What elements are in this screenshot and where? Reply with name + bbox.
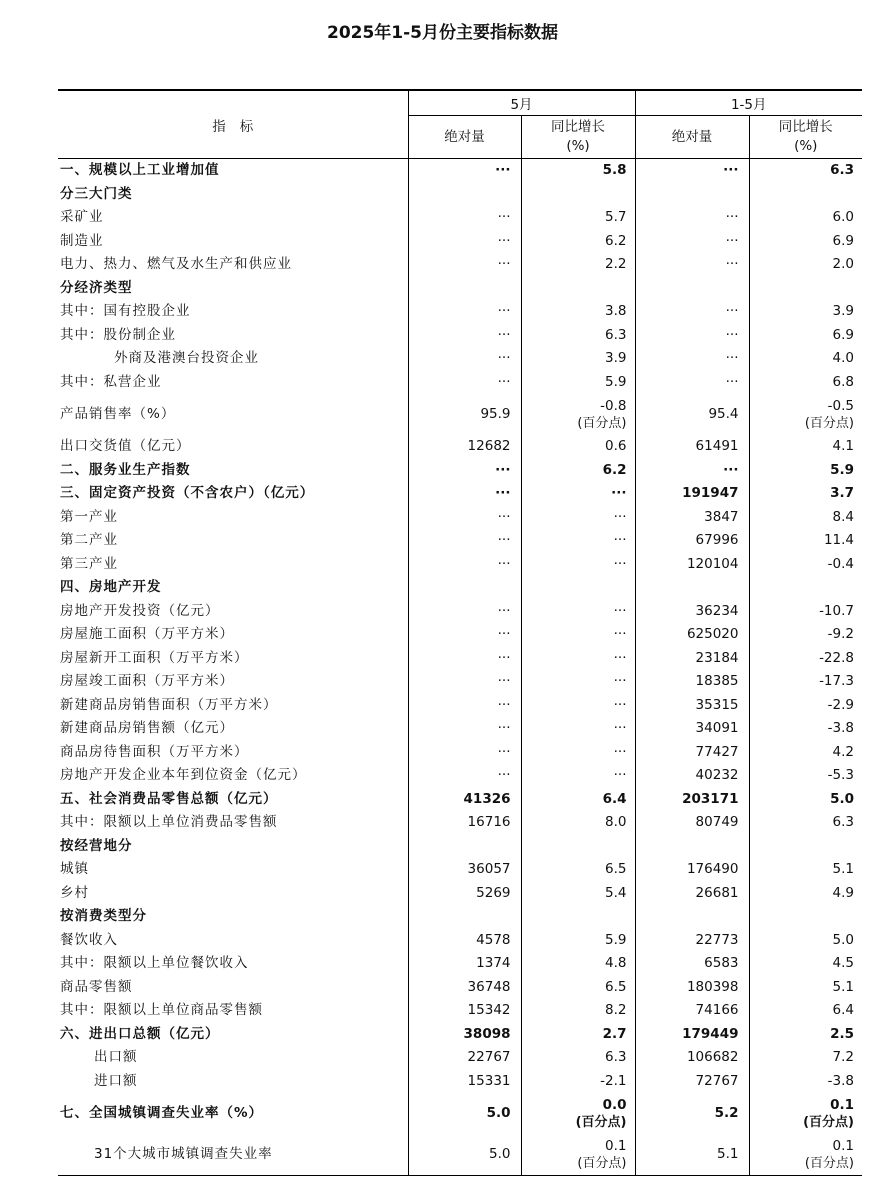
value-janmay-abs: 34091 xyxy=(635,717,749,741)
value-may-abs: 16716 xyxy=(408,811,521,835)
row-label: 按经营地分 xyxy=(60,837,133,854)
table-row xyxy=(58,482,862,506)
table-row xyxy=(58,459,862,483)
value-janmay-abs: 6583 xyxy=(635,952,749,976)
table-body xyxy=(58,159,862,1176)
value-may-abs: ··· xyxy=(408,764,521,788)
value-janmay-yoy: 11.4 xyxy=(749,529,862,553)
value-may-yoy: ··· xyxy=(521,482,635,506)
value-may-yoy: ··· xyxy=(521,670,635,694)
row-label: 第一产业 xyxy=(60,508,118,525)
value-janmay-yoy: -10.7 xyxy=(749,600,862,624)
value-may-yoy: ··· xyxy=(521,529,635,553)
value-janmay-abs: 203171 xyxy=(635,788,749,812)
value-janmay-yoy: -22.8 xyxy=(749,647,862,671)
table-row xyxy=(58,858,862,882)
table-row xyxy=(58,435,862,459)
table-row xyxy=(58,882,862,906)
table-row xyxy=(58,324,862,348)
value-may-yoy: 6.5 xyxy=(521,858,635,882)
value-janmay-yoy: 4.2 xyxy=(749,741,862,765)
value-janmay-abs: 80749 xyxy=(635,811,749,835)
value-may-yoy: 0.0 (百分点) xyxy=(521,1093,635,1134)
value-janmay-yoy: 6.4 xyxy=(749,999,862,1023)
header-yoy-jan-may: 同比增长 (%) xyxy=(749,116,862,159)
value-janmay-yoy: -0.4 xyxy=(749,553,862,577)
value-janmay-abs: ··· xyxy=(635,230,749,254)
row-label: 城镇 xyxy=(60,861,89,877)
value-may-yoy xyxy=(521,905,635,929)
value-may-yoy: 5.9 xyxy=(521,371,635,395)
value-may-yoy: 6.4 xyxy=(521,788,635,812)
table-row xyxy=(58,670,862,694)
row-label: 采矿业 xyxy=(60,209,104,225)
value-may-abs: 15331 xyxy=(408,1070,521,1094)
row-label: 房屋新开工面积（万平方米） xyxy=(60,649,249,666)
value-may-abs: 5.0 xyxy=(408,1134,521,1176)
value-may-abs: 41326 xyxy=(408,788,521,812)
table-row xyxy=(58,600,862,624)
value-may-abs: ··· xyxy=(408,230,521,254)
table-row xyxy=(58,506,862,530)
table-row xyxy=(58,347,862,371)
value-janmay-abs: 67996 xyxy=(635,529,749,553)
table-row xyxy=(58,159,862,183)
value-may-yoy: ··· xyxy=(521,623,635,647)
value-may-abs: ··· xyxy=(408,324,521,348)
value-janmay-yoy: -3.8 xyxy=(749,1070,862,1094)
value-janmay-abs: 180398 xyxy=(635,976,749,1000)
value-may-yoy: 4.8 xyxy=(521,952,635,976)
value-may-abs: 36057 xyxy=(408,858,521,882)
value-janmay-yoy: 2.5 xyxy=(749,1023,862,1047)
value-may-yoy: 2.7 xyxy=(521,1023,635,1047)
indicator-table xyxy=(58,89,862,1176)
value-may-abs: 22767 xyxy=(408,1046,521,1070)
value-janmay-abs: 106682 xyxy=(635,1046,749,1070)
value-may-yoy: 5.8 xyxy=(521,159,635,183)
row-label: 出口额 xyxy=(94,1049,138,1065)
value-may-yoy: ··· xyxy=(521,600,635,624)
value-janmay-yoy: 6.9 xyxy=(749,230,862,254)
value-janmay-yoy: 6.8 xyxy=(749,371,862,395)
row-label: 第三产业 xyxy=(60,555,118,572)
row-label: 进口额 xyxy=(94,1072,138,1089)
row-label: 房屋施工面积（万平方米） xyxy=(60,626,234,642)
row-label: 三、固定资产投资（不含农户）（亿元） xyxy=(60,485,315,501)
value-may-yoy: 6.2 xyxy=(521,230,635,254)
table-row xyxy=(58,1134,862,1176)
value-janmay-abs: 179449 xyxy=(635,1023,749,1047)
row-label: 七、全国城镇调查失业率（%） xyxy=(60,1105,264,1121)
header-yoy-may: 同比增长 (%) xyxy=(521,116,635,159)
row-label: 一、规模以上工业增加值 xyxy=(60,162,220,178)
header-period-may: 5月 xyxy=(408,90,635,116)
row-label: 分经济类型 xyxy=(60,279,133,296)
value-may-abs xyxy=(408,576,521,600)
value-janmay-yoy xyxy=(749,277,862,301)
table-row xyxy=(58,905,862,929)
value-may-abs: ··· xyxy=(408,300,521,324)
value-janmay-yoy: 5.9 xyxy=(749,459,862,483)
row-label: 制造业 xyxy=(60,232,104,249)
table-row xyxy=(58,717,862,741)
value-janmay-abs xyxy=(635,277,749,301)
value-janmay-yoy: 6.0 xyxy=(749,206,862,230)
value-janmay-abs xyxy=(635,183,749,207)
value-may-abs: 4578 xyxy=(408,929,521,953)
row-label: 电力、热力、燃气及水生产和供应业 xyxy=(60,256,292,272)
table-row xyxy=(58,371,862,395)
value-janmay-yoy: 8.4 xyxy=(749,506,862,530)
value-janmay-yoy: -2.9 xyxy=(749,694,862,718)
value-may-yoy: ··· xyxy=(521,741,635,765)
value-janmay-abs: ··· xyxy=(635,459,749,483)
value-may-abs: ··· xyxy=(408,159,521,183)
header-indicator: 指标 xyxy=(58,90,408,159)
row-label: 房屋竣工面积（万平方米） xyxy=(60,673,234,689)
value-may-abs: ··· xyxy=(408,459,521,483)
table-row xyxy=(58,183,862,207)
value-janmay-yoy: 3.9 xyxy=(749,300,862,324)
value-may-abs: 5.0 xyxy=(408,1093,521,1134)
table-row xyxy=(58,694,862,718)
value-janmay-yoy: -0.5 (百分点) xyxy=(749,394,862,435)
value-may-yoy: 5.4 xyxy=(521,882,635,906)
value-janmay-abs: ··· xyxy=(635,300,749,324)
value-janmay-yoy: 6.3 xyxy=(749,811,862,835)
value-may-abs: ··· xyxy=(408,529,521,553)
value-janmay-yoy: 5.1 xyxy=(749,858,862,882)
value-may-abs xyxy=(408,277,521,301)
value-may-abs: 5269 xyxy=(408,882,521,906)
value-janmay-abs xyxy=(635,576,749,600)
table-row xyxy=(58,1023,862,1047)
value-may-abs xyxy=(408,905,521,929)
table-row xyxy=(58,1046,862,1070)
value-janmay-yoy: 5.1 xyxy=(749,976,862,1000)
value-janmay-abs xyxy=(635,905,749,929)
value-may-yoy: 6.3 xyxy=(521,1046,635,1070)
value-may-yoy: 2.2 xyxy=(521,253,635,277)
value-may-abs: ··· xyxy=(408,623,521,647)
value-may-yoy: -0.8 (百分点) xyxy=(521,394,635,435)
value-may-abs: 95.9 xyxy=(408,394,521,435)
value-may-yoy: ··· xyxy=(521,506,635,530)
row-label: 其中：限额以上单位商品零售额 xyxy=(60,1002,263,1018)
value-janmay-yoy: -17.3 xyxy=(749,670,862,694)
row-label: 外商及港澳台投资企业 xyxy=(114,350,259,366)
value-may-yoy: 6.3 xyxy=(521,324,635,348)
value-janmay-abs: 22773 xyxy=(635,929,749,953)
value-janmay-abs: 625020 xyxy=(635,623,749,647)
value-may-abs: ··· xyxy=(408,506,521,530)
value-may-yoy xyxy=(521,835,635,859)
value-janmay-yoy xyxy=(749,576,862,600)
row-label: 五、社会消费品零售总额（亿元） xyxy=(60,790,278,807)
value-janmay-yoy: 5.0 xyxy=(749,788,862,812)
value-janmay-yoy: -5.3 xyxy=(749,764,862,788)
table-row xyxy=(58,253,862,277)
value-janmay-abs: 36234 xyxy=(635,600,749,624)
value-janmay-abs: ··· xyxy=(635,371,749,395)
value-janmay-abs: ··· xyxy=(635,253,749,277)
table-row xyxy=(58,623,862,647)
value-janmay-yoy xyxy=(749,183,862,207)
row-label: 按消费类型分 xyxy=(60,908,147,924)
value-may-abs: ··· xyxy=(408,741,521,765)
value-may-abs: ··· xyxy=(408,717,521,741)
value-may-yoy: ··· xyxy=(521,717,635,741)
header-abs-may: 绝对量 xyxy=(408,116,521,159)
value-may-abs: ··· xyxy=(408,647,521,671)
value-janmay-abs: 74166 xyxy=(635,999,749,1023)
table-row xyxy=(58,999,862,1023)
value-janmay-yoy xyxy=(749,905,862,929)
value-may-abs xyxy=(408,183,521,207)
value-janmay-yoy: 4.0 xyxy=(749,347,862,371)
value-may-yoy: 5.9 xyxy=(521,929,635,953)
value-may-yoy: 8.0 xyxy=(521,811,635,835)
value-may-abs: ··· xyxy=(408,600,521,624)
value-janmay-abs: 40232 xyxy=(635,764,749,788)
value-may-abs: 15342 xyxy=(408,999,521,1023)
value-janmay-yoy: -9.2 xyxy=(749,623,862,647)
value-janmay-abs: 77427 xyxy=(635,741,749,765)
row-label: 其中：限额以上单位餐饮收入 xyxy=(60,955,249,971)
table-row xyxy=(58,811,862,835)
value-janmay-yoy: 4.5 xyxy=(749,952,862,976)
value-may-yoy: ··· xyxy=(521,764,635,788)
row-label: 商品房待售面积（万平方米） xyxy=(60,743,249,760)
page-title: 2025年1-5月份主要指标数据 xyxy=(326,23,559,43)
value-janmay-abs: ··· xyxy=(635,347,749,371)
value-may-abs: 38098 xyxy=(408,1023,521,1047)
value-janmay-yoy: 3.7 xyxy=(749,482,862,506)
table-row xyxy=(58,300,862,324)
value-may-yoy xyxy=(521,183,635,207)
table-row xyxy=(58,394,862,435)
value-may-yoy: ··· xyxy=(521,553,635,577)
value-janmay-abs: 95.4 xyxy=(635,394,749,435)
value-may-abs: ··· xyxy=(408,253,521,277)
value-janmay-yoy: 0.1 (百分点) xyxy=(749,1134,862,1176)
row-label: 二、服务业生产指数 xyxy=(60,461,191,478)
value-janmay-abs: 35315 xyxy=(635,694,749,718)
row-label: 房地产开发投资（亿元） xyxy=(60,602,220,619)
value-janmay-abs: 5.2 xyxy=(635,1093,749,1134)
row-label: 房地产开发企业本年到位资金（亿元） xyxy=(60,767,307,783)
value-may-abs: 1374 xyxy=(408,952,521,976)
table-row xyxy=(58,553,862,577)
value-may-abs: ··· xyxy=(408,553,521,577)
row-label: 出口交货值（亿元） xyxy=(60,438,191,454)
value-janmay-yoy: 7.2 xyxy=(749,1046,862,1070)
value-janmay-yoy: 6.3 xyxy=(749,159,862,183)
row-label: 其中：股份制企业 xyxy=(60,326,176,343)
row-label: 其中：国有控股企业 xyxy=(60,303,191,319)
row-label: 其中：私营企业 xyxy=(60,373,162,390)
value-may-abs: 12682 xyxy=(408,435,521,459)
row-label: 新建商品房销售额（亿元） xyxy=(60,720,234,736)
row-label: 餐饮收入 xyxy=(60,931,118,948)
table-row xyxy=(58,952,862,976)
value-may-yoy: 3.8 xyxy=(521,300,635,324)
value-janmay-abs: 3847 xyxy=(635,506,749,530)
value-may-yoy: ··· xyxy=(521,647,635,671)
row-label: 四、房地产开发 xyxy=(60,579,162,595)
value-may-abs: ··· xyxy=(408,347,521,371)
value-may-abs: ··· xyxy=(408,371,521,395)
value-janmay-abs: 23184 xyxy=(635,647,749,671)
row-label: 第二产业 xyxy=(60,532,118,548)
value-may-yoy: 8.2 xyxy=(521,999,635,1023)
table-row xyxy=(58,929,862,953)
value-janmay-abs: 120104 xyxy=(635,553,749,577)
value-may-abs: ··· xyxy=(408,206,521,230)
value-may-yoy: 3.9 xyxy=(521,347,635,371)
table-row xyxy=(58,764,862,788)
value-may-yoy: 6.5 xyxy=(521,976,635,1000)
row-label: 31个大城市城镇调查失业率 xyxy=(58,1134,408,1176)
table-row xyxy=(58,576,862,600)
value-may-yoy xyxy=(521,576,635,600)
value-janmay-abs: ··· xyxy=(635,206,749,230)
value-may-yoy: 6.2 xyxy=(521,459,635,483)
value-janmay-abs: 191947 xyxy=(635,482,749,506)
value-janmay-abs: 176490 xyxy=(635,858,749,882)
value-janmay-abs: ··· xyxy=(635,324,749,348)
row-label: 产品销售率（%） xyxy=(60,406,176,422)
value-janmay-yoy: 0.1 (百分点) xyxy=(749,1093,862,1134)
value-may-abs: ··· xyxy=(408,670,521,694)
value-janmay-yoy: 5.0 xyxy=(749,929,862,953)
row-label: 新建商品房销售面积（万平方米） xyxy=(60,696,278,713)
table-row xyxy=(58,277,862,301)
row-label: 商品零售额 xyxy=(60,978,133,995)
value-may-yoy xyxy=(521,277,635,301)
value-janmay-yoy xyxy=(749,835,862,859)
table-row xyxy=(58,230,862,254)
table-row xyxy=(58,647,862,671)
table-row xyxy=(58,206,862,230)
value-may-yoy: 0.1 (百分点) xyxy=(521,1134,635,1176)
table-row xyxy=(58,976,862,1000)
header-period-jan-may: 1-5月 xyxy=(635,90,862,116)
value-may-yoy: ··· xyxy=(521,694,635,718)
value-janmay-abs: 18385 xyxy=(635,670,749,694)
row-label: 六、进出口总额（亿元） xyxy=(60,1025,220,1042)
table-row xyxy=(58,529,862,553)
value-may-abs xyxy=(408,835,521,859)
table-row xyxy=(58,1070,862,1094)
table-row xyxy=(58,835,862,859)
value-may-yoy: 0.6 xyxy=(521,435,635,459)
row-label: 乡村 xyxy=(60,884,89,901)
table-row xyxy=(58,741,862,765)
value-janmay-yoy: -3.8 xyxy=(749,717,862,741)
value-janmay-yoy: 4.1 xyxy=(749,435,862,459)
value-may-yoy: 5.7 xyxy=(521,206,635,230)
value-janmay-yoy: 6.9 xyxy=(749,324,862,348)
table-row xyxy=(58,1093,862,1134)
table-row xyxy=(58,788,862,812)
value-may-abs: 36748 xyxy=(408,976,521,1000)
value-may-abs: ··· xyxy=(408,482,521,506)
value-janmay-abs: ··· xyxy=(635,159,749,183)
row-label: 分三大门类 xyxy=(60,185,133,202)
value-janmay-yoy: 2.0 xyxy=(749,253,862,277)
value-janmay-abs: 72767 xyxy=(635,1070,749,1094)
value-janmay-abs: 5.1 xyxy=(635,1134,749,1176)
value-janmay-abs: 26681 xyxy=(635,882,749,906)
header-abs-jan-may: 绝对量 xyxy=(635,116,749,159)
value-may-yoy: -2.1 xyxy=(521,1070,635,1094)
row-label: 其中：限额以上单位消费品零售额 xyxy=(60,814,278,830)
value-janmay-abs xyxy=(635,835,749,859)
value-janmay-yoy: 4.9 xyxy=(749,882,862,906)
value-may-abs: ··· xyxy=(408,694,521,718)
value-janmay-abs: 61491 xyxy=(635,435,749,459)
